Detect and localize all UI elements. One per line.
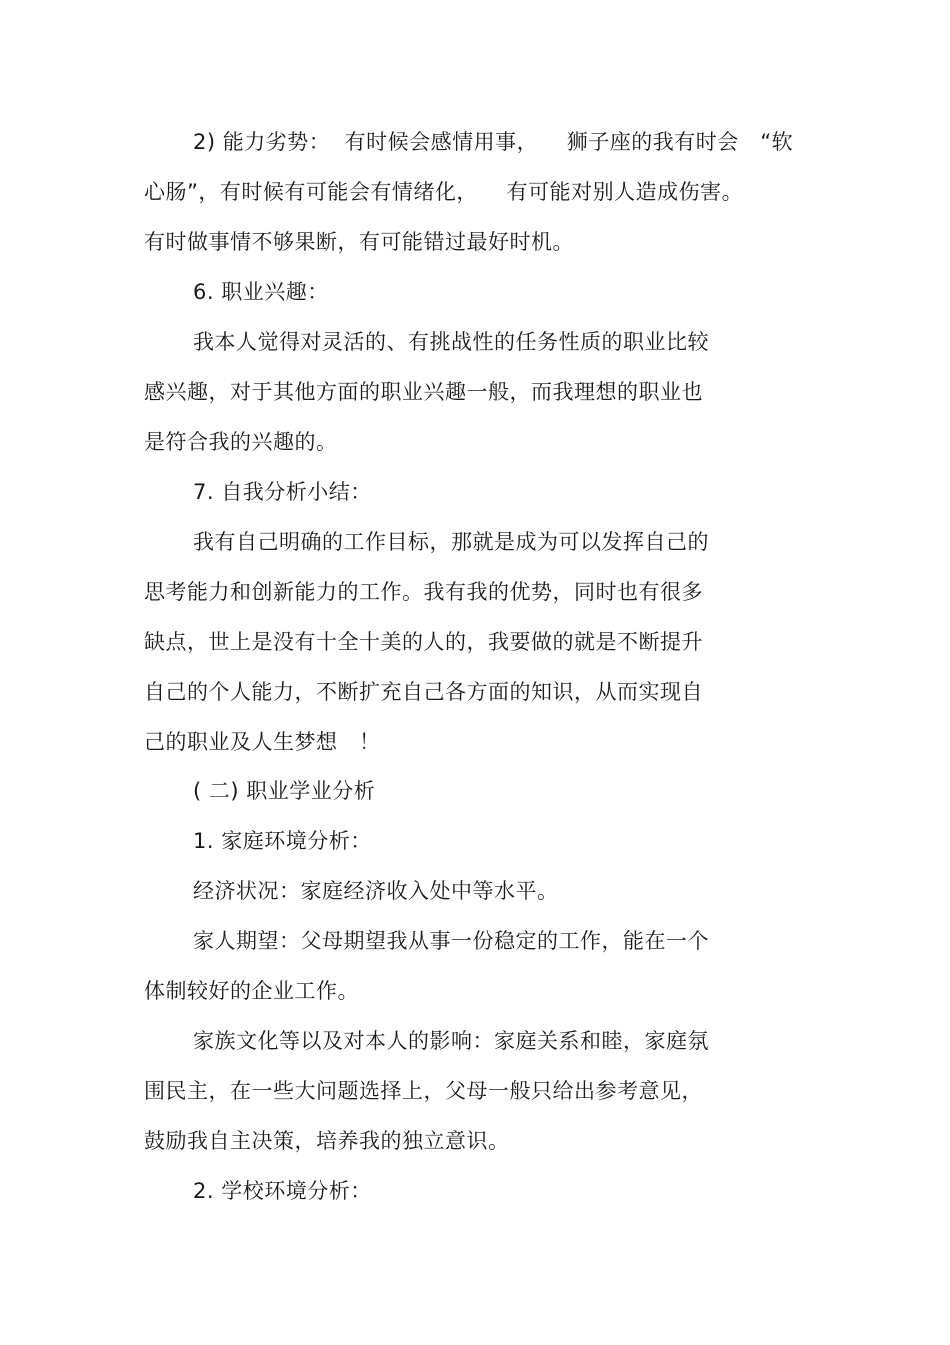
text-line: 自己的个人能力，不断扩充自己各方面的知识，从而实现自 — [144, 680, 703, 704]
text-line: 经济状况：家庭经济收入处中等水平。 — [193, 879, 559, 903]
text-line: 家族文化等以及对本人的影响：家庭关系和睦，家庭氛 — [193, 1029, 709, 1053]
section-heading: 6. 职业兴趣： — [193, 280, 329, 304]
text-line: 思考能力和创新能力的工作。我有我的优势，同时也有很多 — [144, 580, 703, 604]
text-line: 我本人觉得对灵活的、有挑战性的任务性质的职业比较 — [193, 330, 709, 354]
text-line: 己的职业及人生梦想 ！ — [144, 730, 381, 754]
text-line: 缺点，世上是没有十全十美的人的，我要做的就是不断提升 — [144, 630, 703, 654]
section-heading: 1. 家庭环境分析： — [193, 829, 372, 853]
text-line: 鼓励我自主决策，培养我的独立意识。 — [144, 1129, 510, 1153]
section-heading: 2. 学校环境分析： — [193, 1179, 372, 1203]
text-line: 心肠”，有时候有可能会有情绪化， 有可能对别人造成伤害。 — [144, 180, 744, 204]
text-line: 家人期望：父母期望我从事一份稳定的工作，能在一个 — [193, 929, 709, 953]
section-heading: 7. 自我分析小结： — [193, 480, 372, 504]
text-line: 有时做事情不够果断，有可能错过最好时机。 — [144, 230, 574, 254]
text-line: 我有自己明确的工作目标，那就是成为可以发挥自己的 — [193, 530, 709, 554]
text-line: 体制较好的企业工作。 — [144, 979, 359, 1003]
text-line: 感兴趣，对于其他方面的职业兴趣一般，而我理想的职业也 — [144, 380, 703, 404]
section-heading: ( 二) 职业学业分析 — [193, 779, 376, 803]
text-line: 是符合我的兴趣的。 — [144, 430, 338, 454]
text-line: 2) 能力劣势： 有时候会感情用事， 狮子座的我有时会 “软 — [193, 130, 794, 154]
text-line: 围民主，在一些大问题选择上，父母一般只给出参考意见， — [144, 1079, 703, 1103]
